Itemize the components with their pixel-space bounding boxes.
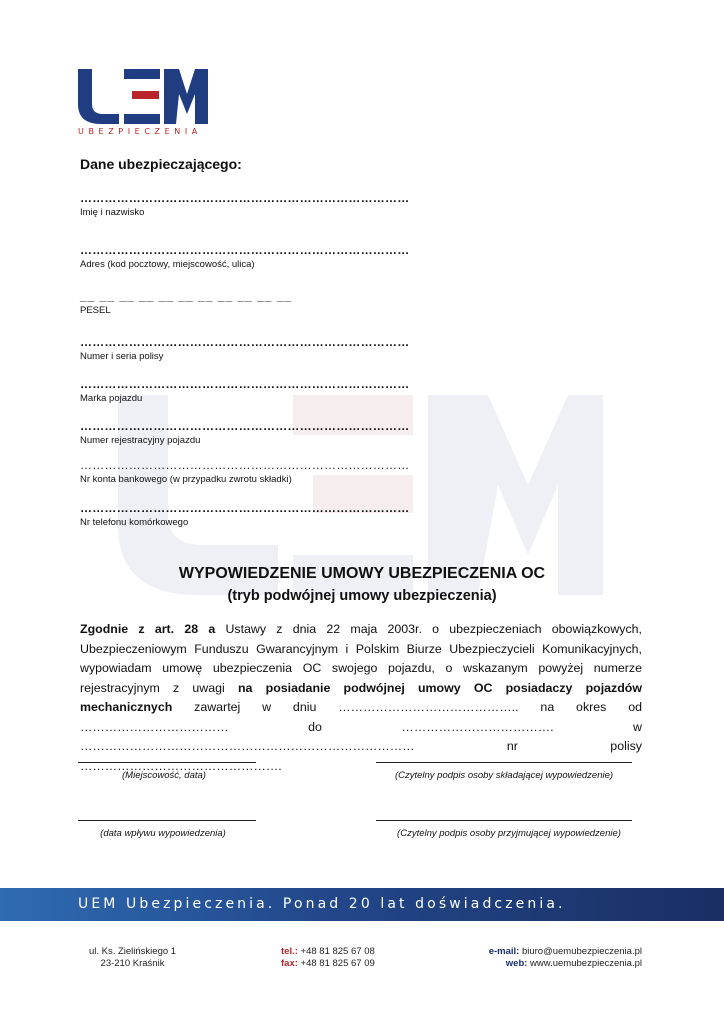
receipt-date-label: (data wpływu wypowiedzenia) <box>100 828 226 839</box>
declaration-reason: na posiadanie podwójnej umowy OC posiadaczy pojazdów mechanicznych <box>80 680 643 714</box>
web-label: web: <box>505 958 528 969</box>
declaration-part: Ustawy z dnia 22 maja 2003r. o ubezpieczeniach obowiązkowych, Ubezpieczeniowym Funduszu Gwarancyjnym i Polskim Biurze Ubezpieczycieli Komunikacyjnych, wypowiadam umowę ubezpieczenia OC swojego pojazdu, o wskazanym powyżej numerze rejestracyjnym z uwagi <box>80 622 642 695</box>
email-label: e-mail: <box>488 946 520 957</box>
field-registration <box>80 420 409 446</box>
pesel-blanks: __ __ __ __ __ __ __ __ __ __ __ <box>80 289 293 303</box>
field-name <box>80 192 409 218</box>
signature-line <box>78 762 256 763</box>
field-label: Imię i nazwisko <box>80 207 145 218</box>
field-vehicle-make <box>80 378 409 404</box>
document-title: WYPOWIEDZENIE UMOWY UBEZPIECZENIA OC <box>178 565 546 582</box>
website-link[interactable]: www.uemubezpieczenia.pl <box>530 958 642 969</box>
declaration-part: zawartej w dniu …………………………………….. na okres od ……………………………… do ………………………………. w ……………………………………………………………………… nr polisy …………………………………………. <box>80 700 642 773</box>
field-label: Numer i seria polisy <box>80 351 164 362</box>
fill-line: ……………………………………………………………………… <box>80 501 410 515</box>
submitter-signature-label: (Czytelny podpis osoby składającej wypowiedzenie) <box>394 770 614 781</box>
field-label: Numer rejestracyjny pojazdu <box>80 435 201 446</box>
tel-label: tel.: <box>281 946 298 957</box>
fax-label: fax: <box>281 958 298 969</box>
field-pesel <box>80 290 292 316</box>
fill-line: ……………………………………………………………………… <box>80 191 410 205</box>
signature-line <box>78 820 256 821</box>
field-phone <box>80 502 409 528</box>
footer-address <box>80 946 185 970</box>
footer-online <box>462 946 642 970</box>
email-address[interactable]: biuro@uemubezpieczenia.pl <box>521 946 642 957</box>
fill-line: ……………………………………………………………………… <box>80 243 410 257</box>
field-address <box>80 244 409 270</box>
legal-reference: Zgodnie z art. 28 a <box>80 622 216 636</box>
fax-number: +48 81 825 67 09 <box>300 958 375 969</box>
field-bank-account <box>80 459 409 485</box>
address-city: 23-210 Kraśnik <box>100 958 165 969</box>
field-label: Nr konta bankowego (w przypadku zwrotu składki) <box>80 474 292 485</box>
footer-banner <box>0 888 724 921</box>
footer-phones <box>281 946 375 970</box>
place-date-label: (Miejscowość, data) <box>122 770 206 781</box>
banner-slogan: UEM Ubezpieczenia. Ponad 20 lat doświadczenia. <box>78 896 566 912</box>
signature-line <box>376 762 632 763</box>
fill-line: ……………………………………………………………………… <box>80 335 410 349</box>
document-subtitle: (tryb podwójnej umowy ubezpieczenia) <box>227 588 497 604</box>
field-label: Adres (kod pocztowy, miejscowość, ulica) <box>80 259 255 270</box>
field-label: Marka pojazdu <box>80 393 143 404</box>
fill-line: ……………………………………………………………………… <box>80 458 410 472</box>
logo-subtitle: UBEZPIECZENIA <box>78 127 202 136</box>
section-title: Dane ubezpieczającego: <box>80 156 242 172</box>
fill-line: ……………………………………………………………………… <box>80 377 410 391</box>
field-label: Nr telefonu komórkowego <box>80 517 189 528</box>
tel-number: +48 81 825 67 08 <box>300 946 375 957</box>
declaration-text <box>80 620 642 776</box>
field-policy-number <box>80 336 409 362</box>
signature-line <box>376 820 632 821</box>
field-label: PESEL <box>80 305 111 316</box>
receiver-signature-label: (Czytelny podpis osoby przyjmującej wypowiedzenie) <box>397 828 621 839</box>
fill-line: ……………………………………………………………………… <box>80 419 410 433</box>
address-street: ul. Ks. Zielińskiego 1 <box>88 946 177 957</box>
